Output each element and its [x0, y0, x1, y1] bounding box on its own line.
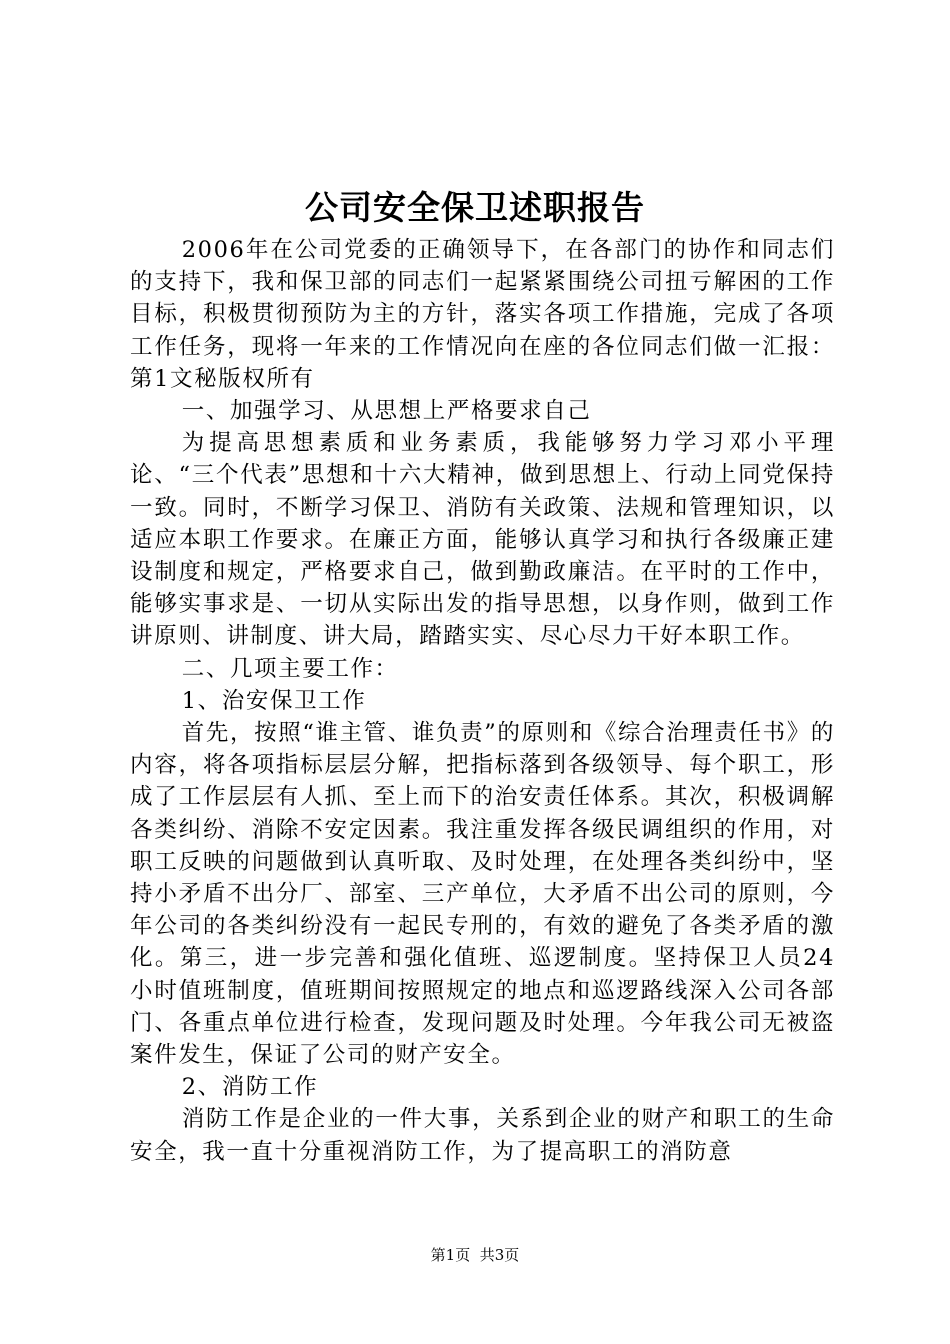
page-total: 共3页 — [479, 1246, 520, 1264]
document-body — [130, 234, 835, 1168]
section-heading-1: 一、加强学习、从思想上严格要求自己 — [181, 398, 592, 425]
paragraph-fire: 消防工作是企业的一件大事，关系到企业的财产和职工的生命安全，我一直十分重视消防工作，为了提高职工的消防意 — [130, 1106, 835, 1165]
section-heading-2: 二、几项主要工作： — [181, 655, 399, 682]
subsection-heading-security: 1、治安保卫工作 — [181, 687, 367, 714]
page-footer — [0, 1245, 950, 1265]
paragraph-security: 首先，按照“谁主管、谁负责”的原则和《综合治理责任书》的内容，将各项指标层层分解，把指标落到各级领导、每个职工，形成了工作层层有人抓、至上而下的治安责任体系。其次，积极调解各类纠纷、消除不安定因素。我注重发挥各级民调组织的作用，对职工反映的问题做到认真听取、及时处理，在处理各类纠纷中，坚持小矛盾不出分厂、部室、三产单位，大矛盾不出公司的原则，今年公司的各类纠纷没有一起民专刑的，有效的避免了各类矛盾的激化。第三，进一步完善和强化值班、巡逻制度。坚持保卫人员24小时值班制度，值班期间按照规定的地点和巡逻路线深入公司各部门、各重点单位进行检查，发现问题及时处理。今年我公司无被盗案件发生，保证了公司的财产安全。 — [130, 720, 835, 1069]
subsection-heading-fire: 2、消防工作 — [181, 1074, 319, 1101]
page-number: 第1页 — [430, 1246, 471, 1264]
paragraph-study: 为提高思想素质和业务素质，我能够努力学习邓小平理论、“三个代表”思想和十六大精神，做到思想上、行动上同党保持一致。同时，不断学习保卫、消防有关政策、法规和管理知识，以适应本职工作要求。在廉正方面，能够认真学习和执行各级廉正建设制度和规定，严格要求自己，做到勤政廉洁。在平时的工作中，能够实事求是、一切从实际出发的指导思想，以身作则，做到工作讲原则、讲制度、讲大局，踏踏实实、尽心尽力干好本职工作。 — [130, 430, 835, 650]
document-title: 公司安全保卫述职报告 — [305, 188, 645, 227]
paragraph-intro: 2006年在公司党委的正确领导下，在各部门的协作和同志们的支持下，我和保卫部的同志们一起紧紧围绕公司扭亏解困的工作目标，积极贯彻预防为主的方针，落实各项工作措施，完成了各项工作任务，现将一年来的工作情况向在座的各位同志们做一汇报：第1文秘版权所有 — [130, 237, 835, 392]
